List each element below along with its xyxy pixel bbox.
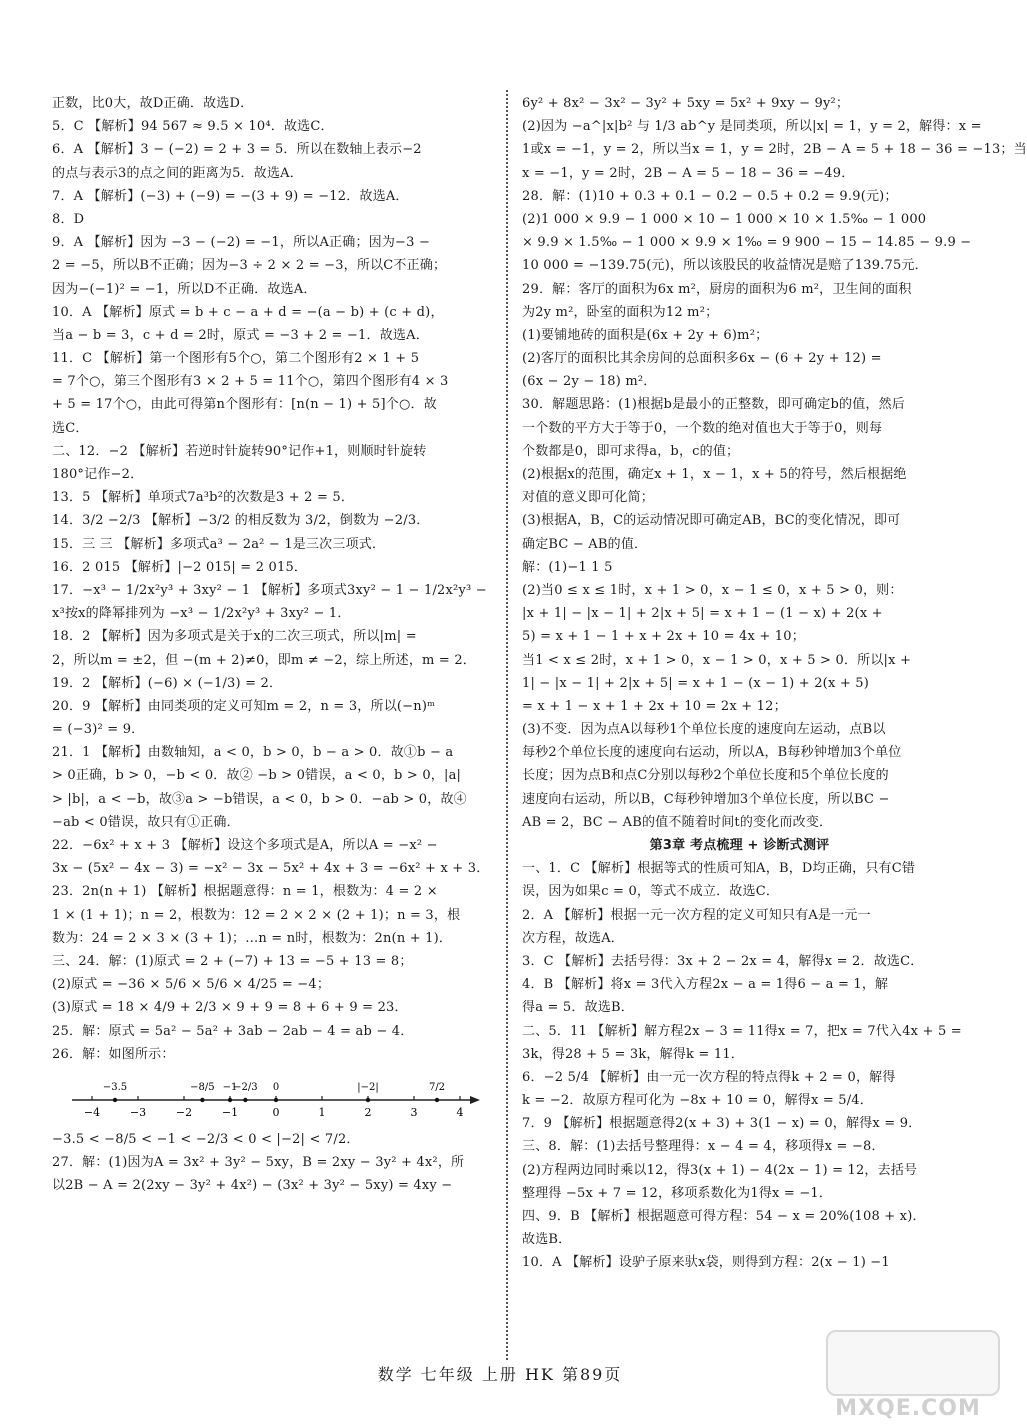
answer-line: 2 = −5，所以B不正确；因为−3 ÷ 2 × 2 = −3，所以C不正确； (52, 258, 447, 274)
number-line-point (435, 1098, 439, 1102)
answer-line: 一个数的平方大于等于0，一个数的绝对值也大于等于0，则每 (522, 420, 883, 436)
number-line-arrow (470, 1096, 480, 1104)
answer-line: x³按x的降幂排列为 −x³ − 1/2x²y³ + 3xy² − 1． (52, 606, 351, 622)
answer-line: 7．9 【解析】根据题意得2(x + 3) + 3(1 − x) = 0，解得x = 9． (522, 1116, 922, 1132)
answer-line: 6y² + 8x² − 3x² − 3y² + 5xy = 5x² + 9xy − 9y²； (522, 96, 850, 111)
answer-line: x = −1，y = 2时，2B − A = 5 − 18 − 36 = −49． (522, 165, 855, 181)
number-line-tick-label: −4 (83, 1105, 101, 1119)
answer-line: −3.5 < −8/5 < −1 < −2/3 < 0 < |−2| < 7/2． (52, 1131, 360, 1147)
answer-line: = (−3)² = 9． (52, 722, 145, 738)
answer-line: (1)要铺地砖的面积是(6x + 2y + 6)m²； (522, 327, 769, 343)
number-line-point-label: −1 (222, 1081, 238, 1093)
answer-line: 每秒2个单位长度的速度向右运动，所以A，B每秒钟增加3个单位 (522, 745, 902, 761)
answer-line: > 0正确，b > 0，−b < 0．故② −b > 0错误，a < 0，b > 0，|a| (52, 768, 462, 784)
answer-line: 4．B 【解析】将x = 3代入方程2x − a = 1得6 − a = 1，解 (522, 977, 889, 993)
answer-line: 1或x = −1，y = 2，所以当x = 1，y = 2时，2B − A = 5 + 18 − 36 = −13；当 (522, 142, 1027, 158)
answer-line: 30．解题思路：(1)根据b是最小的正整数，即可确定b的值，然后 (522, 397, 906, 413)
answer-line: 5) = x + 1 − 1 + x + 2x + 10 = 4x + 10； (522, 629, 805, 645)
answer-line: 个数都是0，即可求得a，b，c的值； (522, 443, 740, 459)
answer-line: 整理得 −5x + 7 = 12，移项系数化为1得x = −1． (522, 1185, 833, 1201)
answer-line: 9．A 【解析】因为 −3 − (−2) = −1，所以A正确；因为−3 − (52, 235, 431, 251)
number-line-tick-label: −3 (129, 1105, 147, 1119)
answer-line: 19．2 【解析】(−6) × (−1/3) = 2． (52, 675, 283, 691)
answer-line: 二、5．11 【解析】解方程2x − 3 = 11得x = 7，把x = 7代入4x + 5 = (522, 1023, 962, 1039)
answer-line: = x + 1 − x + 1 + 2x + 10 = 2x + 12； (522, 698, 787, 714)
answer-line: 17．−x³ − 1/2x²y³ + 3xy² − 1 【解析】多项式3xy² − 1 − 1/2x²y³ − (52, 582, 487, 598)
number-line-point (228, 1098, 232, 1102)
answer-line: k = −2．故原方程可化为 −8x + 10 = 0，解得x = 5/4． (522, 1093, 873, 1109)
answer-line: 18．2 【解析】因为多项式是关于x的二次三项式，所以|m| = (52, 629, 417, 645)
answer-line: 15．三 三 【解析】多项式a³ − 2a² − 1是三次三项式． (52, 536, 386, 552)
answer-line: 误，因为如果c = 0，等式不成立．故选C． (522, 884, 780, 900)
answer-line: 故选B． (522, 1232, 572, 1248)
answer-line: 26．解：如图所示： (52, 1046, 175, 1062)
answer-line: 三、8．解：(1)去括号整理得：x − 4 = 4，移项得x = −8． (522, 1139, 885, 1155)
answer-line: (2)客厅的面积比其余房间的总面积多6x − (6 + 2y + 12) = (522, 351, 882, 367)
answer-line: (2)1 000 × 9.9 − 1 000 × 10 − 1 000 × 10 × 1.5‰ − 1 000 (522, 211, 927, 227)
answer-line: > |b|，a < −b，故③a > −b错误，a < 0，b > 0．−ab > 0，故④ (52, 791, 467, 807)
number-line-tick-label: −1 (221, 1105, 239, 1119)
answer-line: 25．解：原式 = 5a² − 5a² + 3ab − 2ab − 4 = ab − 4． (52, 1023, 414, 1039)
answer-line: 长度；因为点B和点C分别以每秒2个单位长度和5个单位长度的 (522, 768, 889, 784)
number-line-point (366, 1098, 370, 1102)
answer-line: 确定BC − AB的值． (522, 536, 648, 552)
answer-line: 选C． (52, 420, 89, 436)
answer-line: = 7个○，第三个图形有3 × 2 + 5 = 11个○，第四个图形有4 × 3 (52, 374, 449, 390)
answer-line: 速度向右运动，所以B，C每秒钟增加3个单位长度，所以BC − (522, 791, 890, 807)
answer-line: 10．A 【解析】设驴子原来驮x袋，则得到方程：2(x − 1) −1 (522, 1255, 890, 1271)
watermark-mark (826, 1330, 1000, 1396)
answer-line: 二、12．−2 【解析】若逆时针旋转90°记作+1，则顺时针旋转 (52, 443, 427, 459)
answer-line: 2．A 【解析】根据一元一次方程的定义可知只有A是一元一 (522, 907, 871, 923)
answer-line: (3)不变．因为点A以每秒1个单位长度的速度向左运动，点B以 (522, 722, 886, 738)
answer-line: 11．C 【解析】第一个图形有5个○，第二个图形有2 × 1 + 5 (52, 351, 420, 367)
answer-line: 一、1．C 【解析】根据等式的性质可知A，B，D均正确，只有C错 (522, 861, 916, 877)
answer-line: −ab < 0错误，故只有①正确． (52, 814, 240, 830)
answer-line: 10 000 = −139.75(元)，所以该股民的收益情况是赔了139.75元． (522, 258, 928, 274)
answer-line: 22．−6x² + x + 3 【解析】设这个多项式是A，所以A = −x² − (52, 838, 438, 853)
answer-line: 3．C 【解析】去括号得：3x + 2 − 2x = 4，解得x = 2．故选C． (522, 953, 924, 969)
number-line-svg (52, 1066, 482, 1128)
answer-line: 3k，得28 + 5 = 3k，解得k = 11． (522, 1046, 745, 1062)
answer-line: (2)方程两边同时乘以12，得3(x + 1) − 4(2x − 1) = 12，去括号 (522, 1162, 918, 1178)
answer-line: (2)因为 −a^|x|b² 与 1/3 ab^y 是同类项，所以|x| = 1，y = 2，解得：x = (522, 119, 982, 135)
number-line-point (243, 1098, 247, 1102)
answer-line: 6．−2 5/4 【解析】由一元一次方程的特点得k + 2 = 0，解得 (522, 1069, 896, 1085)
answer-line: 16．2 015 【解析】|−2 015| = 2 015． (52, 559, 308, 575)
answer-line: 10．A 【解析】原式 = b + c − a + d = −(a − b) + (c + d)， (52, 304, 444, 320)
answer-line: 数为：24 = 2 × 3 × (3 + 1)；…n = n时，根数为：2n(n + 1)． (52, 930, 453, 946)
answer-line: 2，所以m = ±2，但 −(m + 2)≠0，即m ≠ −2，综上所述，m = 2． (52, 652, 477, 668)
answer-line: 为2y m²，卧室的面积为12 m²； (522, 304, 719, 320)
answer-line: 27．解：(1)因为A = 3x² + 3y² − 5xy，B = 2xy − 3y² + 4x²，所 (52, 1155, 465, 1171)
answer-line: 5．C 【解析】94 567 ≈ 9.5 × 10⁴．故选C． (52, 119, 334, 135)
answer-line: 的点与表示3的点之间的距离为5．故选A． (52, 165, 303, 181)
number-line-figure (52, 1066, 482, 1128)
number-line-point-label: |−2| (357, 1081, 379, 1093)
number-line-point-label: −8/5 (190, 1081, 215, 1093)
column-divider (506, 90, 508, 1360)
answer-line: 当1 < x ≤ 2时，x + 1 > 0，x − 1 > 0，x + 5 > 0．所以|x + (522, 652, 912, 668)
answer-line: 29．解：客厅的面积为6x m²，厨房的面积为6 m²，卫生间的面积 (522, 281, 912, 297)
answer-line: (2)当0 ≤ x ≤ 1时，x + 1 > 0，x − 1 ≤ 0，x + 5 > 0，则： (522, 582, 903, 598)
number-line-point (274, 1098, 278, 1102)
answer-line: 次方程，故选A． (522, 930, 624, 946)
number-line-tick-label: 1 (318, 1105, 326, 1119)
right-column (522, 92, 1027, 1275)
answer-line: (3)原式 = 18 × 4/9 + 2/3 × 9 + 9 = 8 + 6 + 9 = 23． (52, 1000, 408, 1016)
answer-line: 第3章 考点梳理 + 诊断式测评 (649, 838, 830, 853)
number-line-point-label: 7/2 (428, 1081, 446, 1093)
answer-line: 1| − |x − 1| + 2|x + 5| = x + 1 − (x − 1) + 2(x + 5) (522, 675, 869, 691)
watermark-logo (820, 1330, 996, 1422)
left-column (52, 92, 492, 1197)
answer-line: (3)根据A，B，C的运动情况即可确定AB，BC的变化情况，即可 (522, 513, 901, 529)
answer-line: 四、9．B 【解析】根据题意可得方程：54 − x = 20%(108 + x)． (522, 1209, 926, 1224)
number-line-tick-label: 0 (272, 1105, 280, 1119)
answer-line: × 9.9 × 1.5‰ − 1 000 × 9.9 × 1‰ = 9 900 − 15 − 14.85 − 9.9 − (522, 235, 972, 251)
answer-line: |x + 1| − |x − 1| + 2|x + 5| = x + 1 − (1 − x) + 2(x + (522, 606, 883, 622)
answer-line: 23．2n(n + 1) 【解析】根据题意得：n = 1，根数为：4 = 2 × (52, 884, 438, 900)
answer-line: 6．A 【解析】3 − (−2) = 2 + 3 = 5．所以在数轴上表示−2 (52, 142, 422, 158)
answer-line: 8．D (52, 211, 85, 227)
number-line-point (200, 1098, 204, 1102)
number-line-point-label: −2/3 (233, 1081, 258, 1093)
watermark-text: MXQE.COM (835, 1396, 981, 1421)
answer-line: (2)根据x的范围，确定x + 1，x − 1，x + 5的符号，然后根据绝 (522, 467, 907, 482)
number-line-tick-label: 3 (410, 1105, 418, 1119)
answer-line: 以2B − A = 2(2xy − 3y² + 4x²) − (3x² + 3y² − 5xy) = 4xy − (52, 1178, 453, 1194)
answer-line: 180°记作−2． (52, 467, 144, 482)
answer-line: 解：(1)−1 1 5 (522, 559, 613, 575)
answer-line: 因为−(−1)² = −1，所以D不正确．故选A． (52, 281, 317, 297)
answer-line: 得a = 5．故选B． (522, 1000, 634, 1016)
answer-line: 当a − b = 3，c + d = 2时，原式 = −3 + 2 = −1．故选A． (52, 327, 429, 343)
answer-line: 7．A 【解析】(−3) + (−9) = −(3 + 9) = −12．故选A． (52, 188, 409, 204)
number-line-tick-label: 2 (364, 1105, 372, 1119)
answer-line: 13．5 【解析】单项式7a³b²的次数是3 + 2 = 5． (52, 490, 355, 506)
answer-line: AB = 2，BC − AB的值不随着时间t的变化而改变． (522, 814, 833, 830)
number-line-point (113, 1098, 117, 1102)
answer-line: 14．3/2 −2/3 【解析】−3/2 的相反数为 3/2，倒数为 −2/3． (52, 513, 430, 529)
answer-line: 28．解：(1)10 + 0.3 + 0.1 − 0.2 − 0.5 + 0.2 = 9.9(元)； (522, 188, 898, 204)
answer-line: 20．9 【解析】由同类项的定义可知m = 2，n = 3，所以(−n)ᵐ (52, 698, 436, 714)
answer-line: + 5 = 17个○，由此可得第n个图形有：[n(n − 1) + 5]个○．故 (52, 397, 437, 413)
answer-line: 21．1 【解析】由数轴知，a < 0，b > 0，b − a > 0．故①b − a (52, 745, 454, 761)
answer-line: 对值的意义即可化简； (522, 490, 655, 506)
number-line-point-label: 0 (272, 1081, 280, 1093)
answer-line: (6x − 2y − 18) m²． (522, 374, 657, 390)
page-footer: 数学 七年级 上册 HK 第89页 (377, 1365, 623, 1384)
answer-line: 正数，比0大，故D正确．故选D． (52, 96, 254, 111)
number-line-tick-label: 4 (456, 1105, 464, 1119)
answer-line: 3x − (5x² − 4x − 3) = −x² − 3x − 5x² + 4x + 3 = −6x² + x + 3． (52, 861, 490, 877)
answer-line: 三、24．解：(1)原式 = 2 + (−7) + 13 = −5 + 13 = 8； (52, 953, 413, 969)
number-line-tick-label: −2 (175, 1105, 193, 1119)
answer-line: (2)原式 = −36 × 5/6 × 5/6 × 4/25 = −4； (52, 977, 331, 993)
answer-line: 1 × (1 + 1)；n = 2，根数为：12 = 2 × 2 × (2 + 1)；n = 3，根 (52, 907, 461, 923)
number-line-point-label: −3.5 (102, 1081, 128, 1093)
